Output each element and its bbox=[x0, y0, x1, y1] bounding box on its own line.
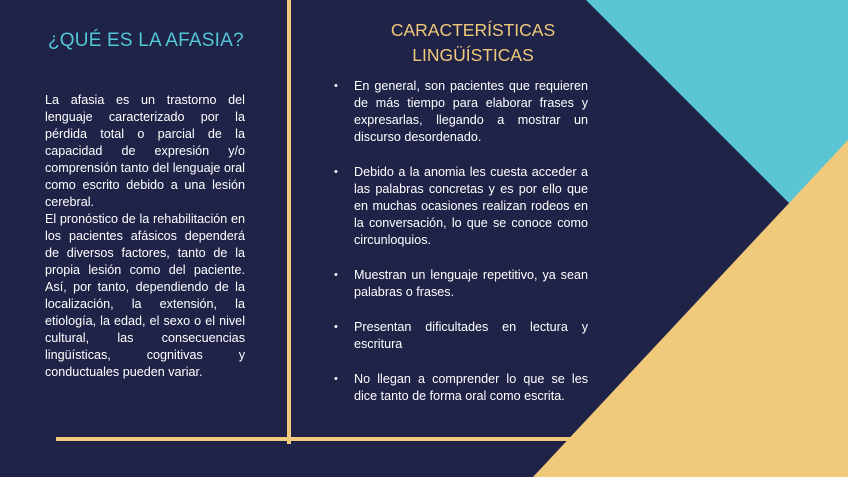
list-item bbox=[330, 164, 588, 249]
prognosis-paragraph: El pronóstico de la rehabilitación en los pacientes afásicos dependerá de diversos factores, tanto de la propia lesión como del paciente. Así, por tanto, dependiendo de la localización, la extensión, la etiología, la edad, el sexo o el nivel cultural, las consecuencias lingüísticas, cognitivas y conductuales pueden variar. bbox=[45, 212, 245, 379]
horizontal-divider bbox=[56, 437, 578, 441]
list-item bbox=[330, 267, 588, 301]
list-item-text: En general, son pacientes que requieren de más tiempo para elaborar frases y expresarlas, llegando a mostrar un discurso desordenado. bbox=[354, 79, 588, 144]
list-item-text: Muestran un lenguaje repetitivo, ya sean palabras o frases. bbox=[354, 268, 588, 299]
right-section-title bbox=[338, 18, 608, 68]
list-item-text: Presentan dificultades en lectura y escritura bbox=[354, 320, 588, 351]
right-title-line2: LINGÜÍSTICAS bbox=[412, 45, 534, 65]
list-item bbox=[330, 319, 588, 353]
bullet-icon: • bbox=[334, 166, 338, 178]
bullet-icon: • bbox=[334, 80, 338, 92]
left-section-title: ¿QUÉ ES LA AFASIA? bbox=[48, 30, 244, 51]
list-item bbox=[330, 371, 588, 405]
characteristics-list bbox=[330, 78, 588, 423]
list-item bbox=[330, 78, 588, 146]
vertical-divider bbox=[287, 0, 291, 444]
right-title-line1: CARACTERÍSTICAS bbox=[390, 20, 556, 40]
list-item-text: No llegan a comprender lo que se les dice tanto de forma oral como escrita. bbox=[354, 372, 588, 403]
bullet-icon: • bbox=[334, 321, 338, 333]
bullet-icon: • bbox=[334, 269, 338, 281]
bullet-icon: • bbox=[334, 373, 338, 385]
definition-paragraph: La afasia es un trastorno del lenguaje caracterizado por la pérdida total o parcial de la capacidad de expresión y/o comprensión tanto del lenguaje oral como escrito debido a una lesión cerebral. bbox=[45, 93, 245, 209]
left-section-body bbox=[45, 92, 245, 381]
list-item-text: Debido a la anomia les cuesta acceder a las palabras concretas y es por ello que en muchas ocasiones realizan rodeos en la conversación, lo que se conoce como circunloquios. bbox=[354, 165, 588, 247]
